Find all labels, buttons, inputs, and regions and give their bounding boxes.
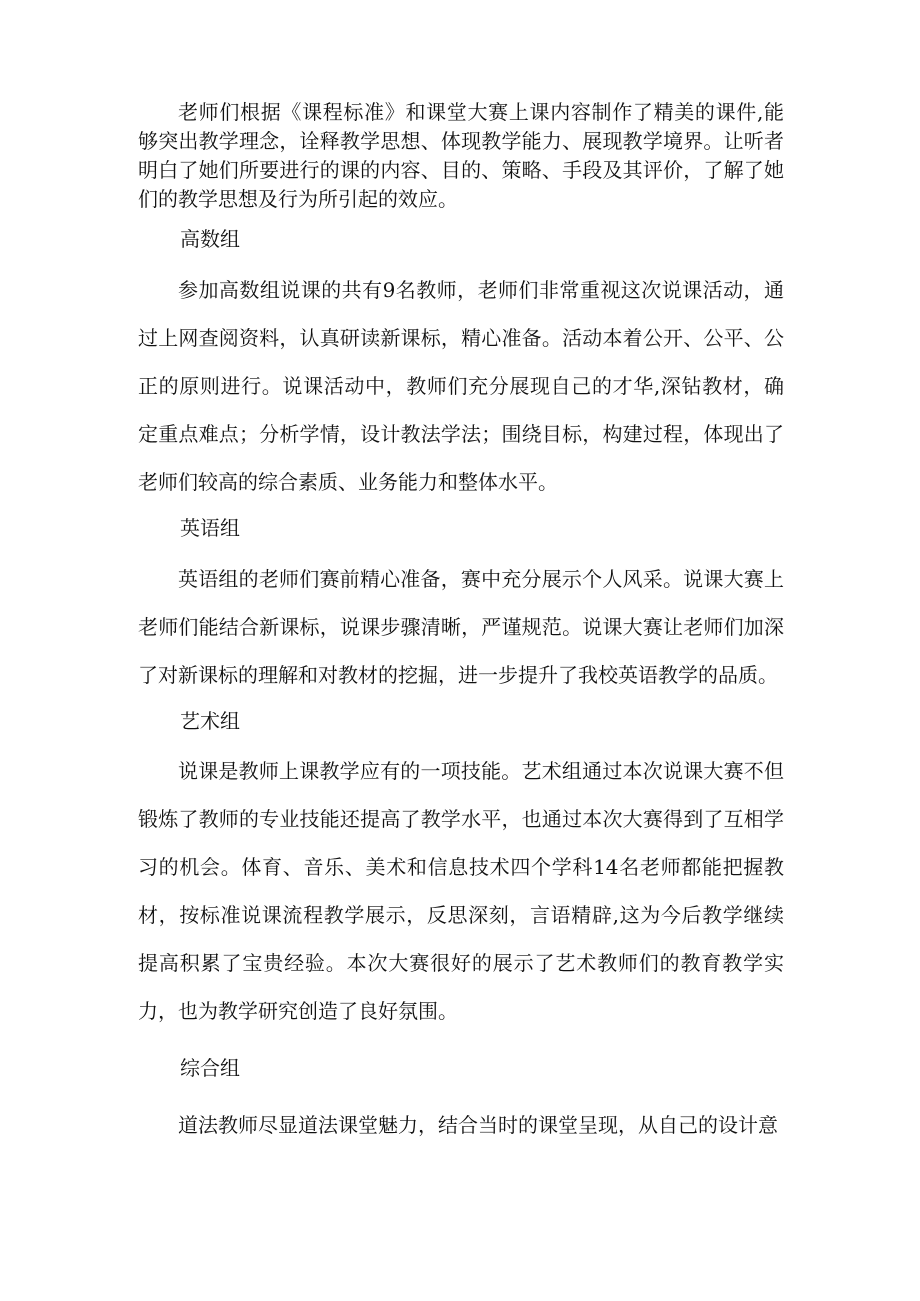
section-heading-gaoshu: 高数组 [180,227,240,251]
section-paragraph-art: 说课是教师上课教学应有的一项技能。艺术组通过本次说课大赛不但锻炼了教师的专业技能还提高了教学水平，也通过本次大赛得到了互相学习的机会。体育、音乐、美术和信息技术四个学科14名老师都能把握教材，按标准说课流程教学展示，反思深刻，言语精辟,这为今后教学继续提高积累了宝贵经验。本次大赛很好的展示了艺术教师们的教育教学实力，也为教学研究创造了良好氛围。 [138,759,784,1023]
section-heading-comprehensive: 综合组 [180,1056,240,1080]
section-heading-english: 英语组 [180,516,240,540]
section-heading-art: 艺术组 [180,709,240,733]
section-paragraph-english: 英语组的老师们赛前精心准备，赛中充分展示个人风采。说课大赛上老师们能结合新课标，说课步骤清晰，严谨规范。说课大赛让老师们加深了对新课标的理解和对教材的挖掘，进一步提升了我校英语教学的品质。 [138,567,784,687]
section-paragraph-gaoshu: 参加高数组说课的共有9名教师，老师们非常重视这次说课活动，通过上网查阅资料，认真研读新课标，精心准备。活动本着公开、公平、公正的原则进行。说课活动中，教师们充分展现自己的才华,深钻教材，确定重点难点；分析学情，设计教法学法；围绕目标，构建过程，体现出了老师们较高的综合素质、业务能力和整体水平。 [138,278,784,494]
intro-paragraph: 老师们根据《课程标准》和课堂大赛上课内容制作了精美的课件,能够突出教学理念，诠释教学思想、体现教学能力、展现教学境界。让听者明白了她们所要进行的课的内容、目的、策略、手段及其评价，了解了她们的教学思想及行为所引起的效应。 [138,100,784,211]
section-paragraph-comprehensive: 道法教师尽显道法课堂魅力，结合当时的课堂呈现，从自己的设计意 [178,1113,778,1137]
